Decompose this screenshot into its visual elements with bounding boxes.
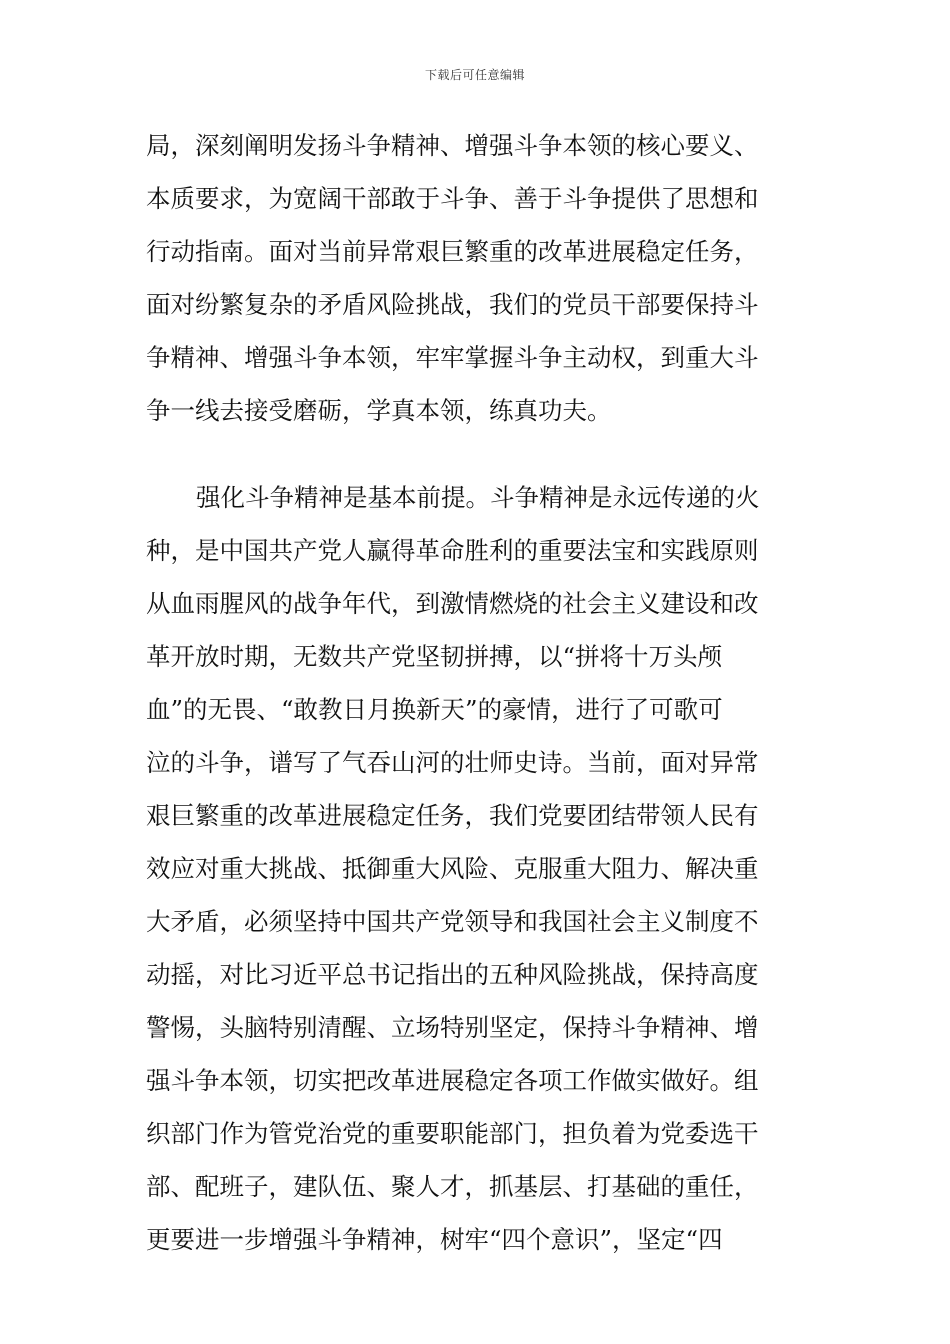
paragraph-2-line: 泣的斗争，谱写了气吞山河的壮师史诗。当前，面对异常 [146, 748, 759, 777]
paragraph-2-line: 艰巨繁重的改革进展稳定任务，我们党要团结带领人民有 [146, 801, 759, 830]
paragraph-2-line: 强斗争本领，切实把改革进展稳定各项工作做实做好。组 [146, 1066, 759, 1095]
paragraph-1-line: 面对纷繁复杂的矛盾风险挑战，我们的党员干部要保持斗 [146, 290, 759, 319]
paragraph-1-line: 争精神、增强斗争本领，牢牢掌握斗争主动权，到重大斗 [146, 343, 759, 372]
paragraph-2-line: 从血雨腥风的战争年代，到激情燃烧的社会主义建设和改 [146, 589, 759, 618]
paragraph-2-line: 血”的无畏、“敢教日月换新天”的豪情，进行了可歌可 [146, 695, 723, 724]
paragraph-2-line: 部、配班子，建队伍、聚人才，抓基层、打基础的重任， [146, 1172, 759, 1201]
paragraph-1-line: 行动指南。面对当前异常艰巨繁重的改革进展稳定任务， [146, 237, 759, 266]
paragraph-2-line: 革开放时期，无数共产党坚韧拼搏，以“拼将十万头颅 [146, 642, 723, 671]
paragraph-1-line: 本质要求，为宽阔干部敢于斗争、善于斗争提供了思想和 [146, 184, 759, 213]
paragraph-2-line: 效应对重大挑战、抵御重大风险、克服重大阻力、解决重 [146, 854, 759, 883]
paragraph-2-line: 更要进一步增强斗争精神，树牢“四个意识”，坚定“四 [146, 1225, 723, 1254]
page-header: 下载后可任意编辑 [424, 68, 525, 82]
paragraph-2-line: 警惕，头脑特别清醒、立场特别坚定，保持斗争精神、增 [146, 1013, 759, 1042]
paragraph-1-line: 局，深刻阐明发扬斗争精神、增强斗争本领的核心要义、 [146, 131, 759, 160]
paragraph-2-line: 大矛盾，必须坚持中国共产党领导和我国社会主义制度不 [146, 907, 759, 936]
paragraph-2-line: 强化斗争精神是基本前提。斗争精神是永远传递的火 [196, 483, 760, 512]
paragraph-2-line: 织部门作为管党治党的重要职能部门，担负着为党委选干 [146, 1119, 759, 1148]
paragraph-2-line: 种，是中国共产党人赢得革命胜利的重要法宝和实践原则 [146, 536, 759, 565]
paragraph-1-line: 争一线去接受磨砺，学真本领，练真功夫。 [146, 396, 612, 425]
paragraph-2-line: 动摇，对比习近平总书记指出的五种风险挑战，保持高度 [146, 960, 759, 989]
